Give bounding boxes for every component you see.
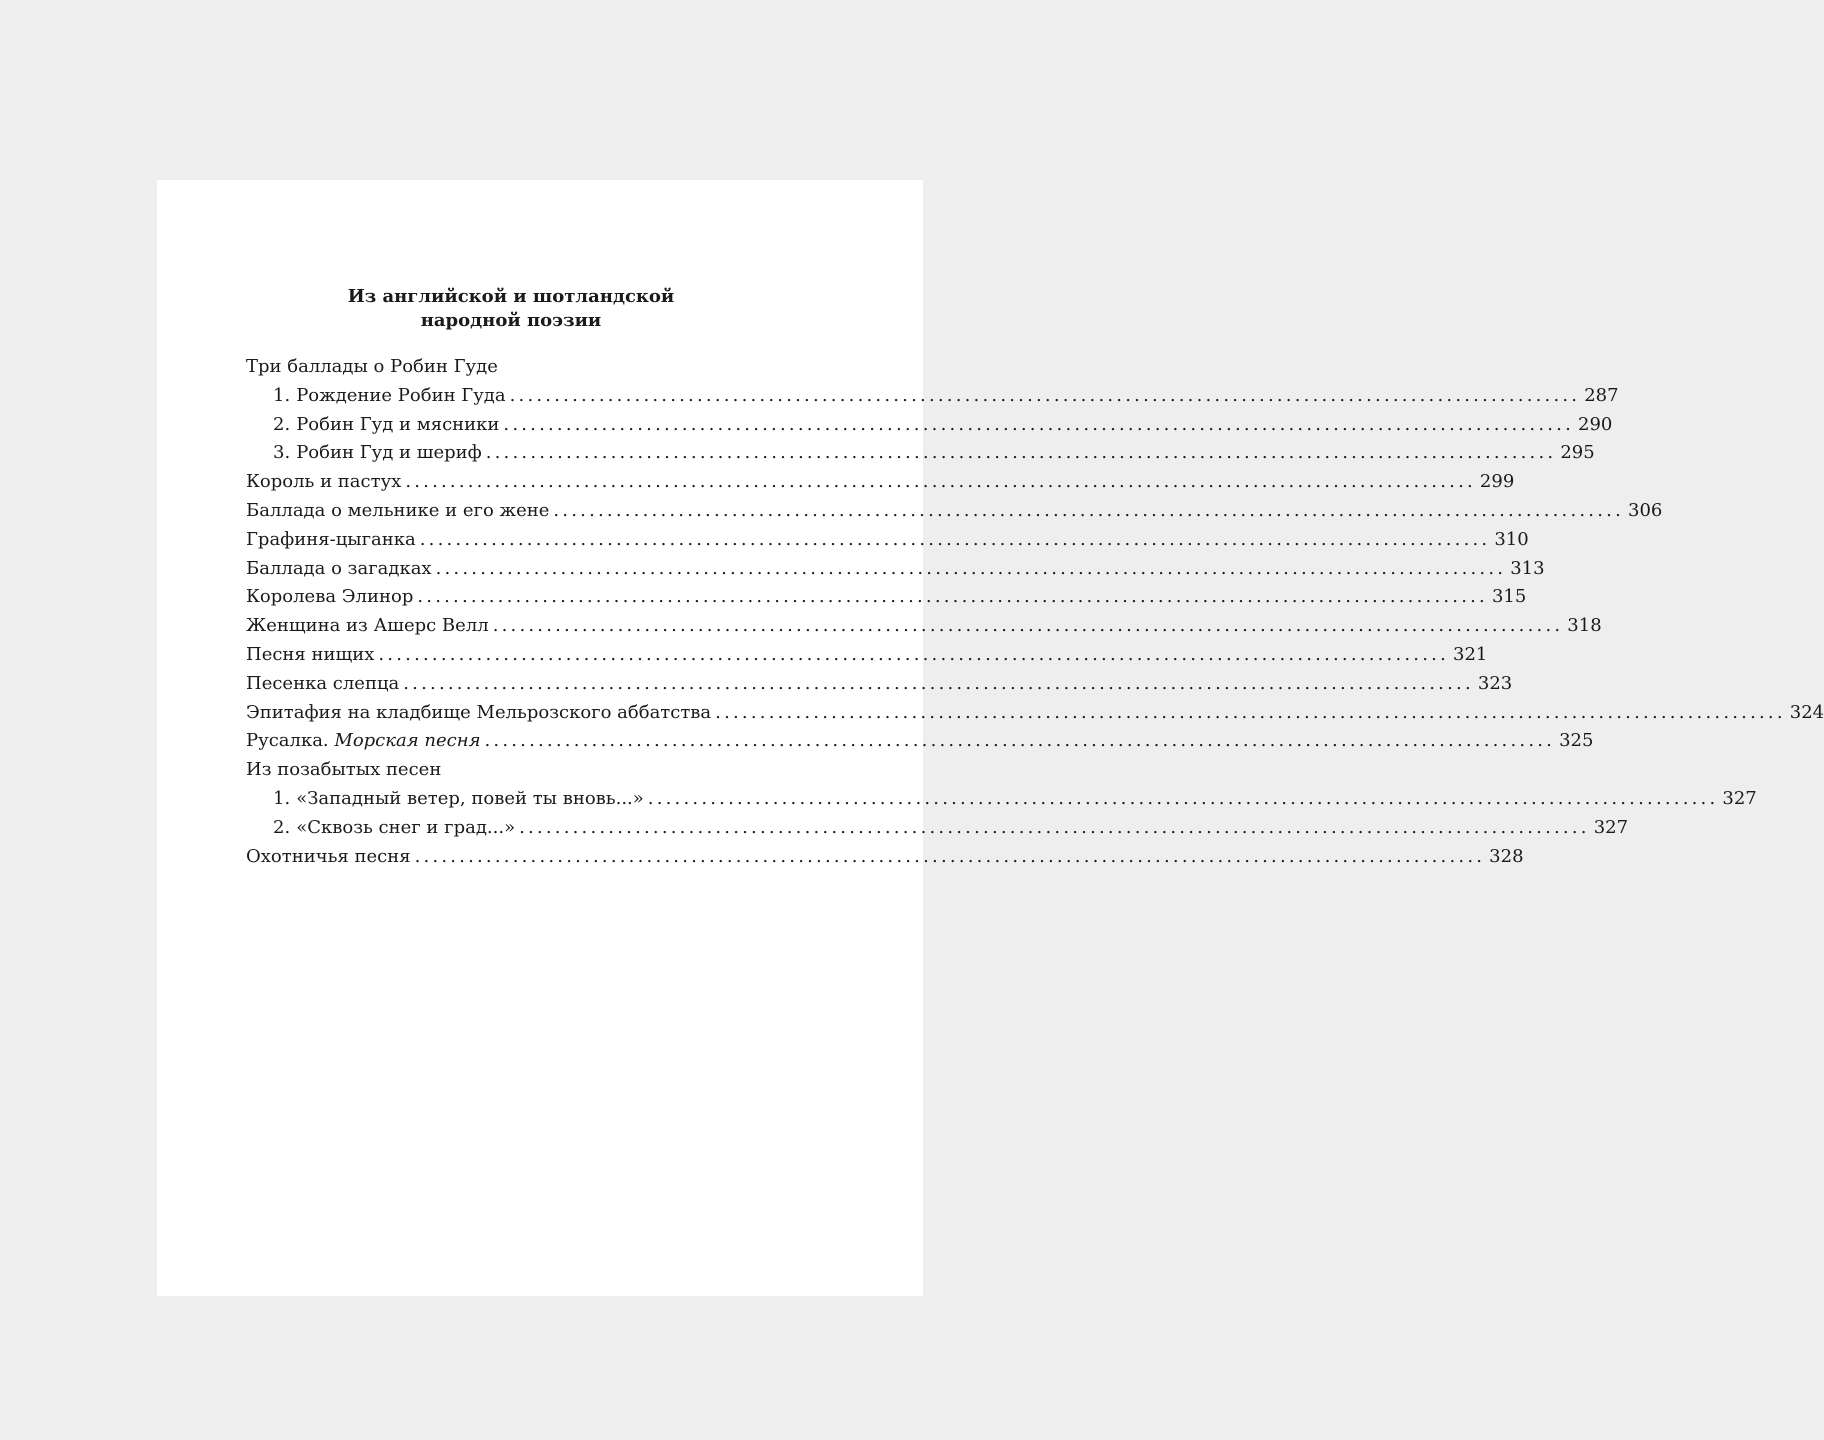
- toc-entry-number: 2.: [273, 413, 291, 435]
- toc-entry-title: Женщина из Ашерс Велл: [246, 615, 489, 637]
- toc-entry: [246, 699, 1824, 728]
- section-heading: [246, 285, 776, 333]
- toc-entry-page: 315: [1491, 586, 1527, 608]
- dot-leader: ........................................................................................................................: [435, 557, 1507, 579]
- dot-leader: ........................................................................................................................: [419, 528, 1491, 550]
- dot-leader: ........................................................................................................................: [378, 643, 1449, 665]
- toc-entry-page: 310: [1494, 528, 1529, 550]
- toc-entry-page: 325: [1559, 730, 1594, 752]
- toc-entry-page: 295: [1560, 442, 1595, 464]
- toc-entry-title: «Западный ветер, повей ты вновь...»: [296, 787, 644, 809]
- toc-entry: [246, 670, 1513, 699]
- toc-entry-page: 324: [1789, 701, 1824, 723]
- toc-entry: [246, 526, 1529, 555]
- toc-entry-number: 3.: [273, 442, 291, 464]
- toc-entry-title: Из позабытых песен: [246, 759, 442, 781]
- toc-entry-page: 323: [1477, 672, 1513, 694]
- toc-entry-page: 318: [1567, 615, 1602, 637]
- toc-entry-number: 2.: [273, 816, 291, 838]
- toc-entry: [246, 555, 1545, 584]
- dot-leader: ........................................................................................................................: [519, 816, 1590, 838]
- toc-entry-title: «Сквозь снег и град...»: [296, 816, 516, 838]
- dot-leader: ........................................................................................................................: [509, 384, 1581, 406]
- dot-leader: ........................................................................................................................: [417, 586, 1488, 608]
- toc-entry-title: Робин Гуд и мясники: [296, 413, 500, 435]
- toc-entry-page: 327: [1722, 787, 1757, 809]
- dot-leader: ........................................................................................................................: [485, 442, 1557, 464]
- toc-entry-title: Графиня-цыганка: [246, 528, 416, 550]
- dot-leader: ........................................................................................................................: [647, 787, 1719, 809]
- toc-entry-title: Королева Элинор: [246, 586, 414, 608]
- dot-leader: ........................................................................................................................: [503, 413, 1575, 435]
- toc-entry: [246, 382, 1619, 411]
- toc-entry-page: 290: [1578, 413, 1613, 435]
- toc-entry: [246, 439, 1595, 468]
- toc-entry: [246, 756, 776, 785]
- book-page: [157, 180, 1824, 1296]
- dot-leader: ........................................................................................................................: [553, 499, 1624, 521]
- toc-entry-page: 313: [1510, 557, 1545, 579]
- dot-leader: ........................................................................................................................: [405, 471, 1476, 493]
- toc-entry-title: Робин Гуд и шериф: [296, 442, 482, 464]
- toc-entry-title: Эпитафия на кладбище Мельрозского аббатства: [246, 701, 712, 723]
- toc-entry-title: Рождение Робин Гуда: [296, 384, 506, 406]
- dot-leader: ........................................................................................................................: [414, 845, 1486, 867]
- toc-entry-page: 321: [1453, 643, 1488, 665]
- toc-entry: [246, 583, 1527, 612]
- toc-entry: [246, 641, 1488, 670]
- toc-entry-title: Три баллады о Робин Гуде: [246, 356, 498, 377]
- toc-entry: [246, 785, 1757, 814]
- table-of-contents: [246, 285, 1824, 871]
- dot-leader: ........................................................................................................................: [715, 701, 1786, 723]
- toc-entry-title: Песенка слепца: [246, 672, 400, 694]
- toc-entry: [246, 727, 1594, 756]
- toc-entry-title: Баллада о мельнике и его жене: [246, 499, 550, 521]
- heading-line-2: народной поэзии: [420, 310, 602, 331]
- toc-entry: [246, 411, 1613, 440]
- heading-line-1: Из английской и шотландской: [347, 286, 675, 307]
- toc-entry-title: Король и пастух: [246, 471, 402, 493]
- toc-entry: [246, 814, 1629, 843]
- toc-entry: [246, 612, 1602, 641]
- dot-leader: ........................................................................................................................: [403, 672, 1474, 694]
- toc-entry: [246, 353, 776, 382]
- toc-entry-number: 1.: [273, 787, 291, 809]
- toc-entry-page: 306: [1628, 499, 1663, 521]
- toc-entry-page: 327: [1593, 816, 1629, 838]
- toc-entry-number: 1.: [273, 384, 291, 406]
- toc-entry-page: 299: [1479, 471, 1515, 493]
- toc-entry-subtitle: Морская песня: [334, 730, 481, 752]
- toc-entry-title: Песня нищих: [246, 643, 375, 665]
- toc-entry: [246, 497, 1663, 526]
- toc-entry-page: 287: [1584, 384, 1619, 406]
- toc-entry: [246, 468, 1515, 497]
- toc-entry-page: 328: [1489, 845, 1524, 867]
- toc-entry-title: Охотничья песня: [246, 845, 411, 867]
- toc-entry-title: Баллада о загадках: [246, 557, 432, 579]
- dot-leader: ........................................................................................................................: [492, 615, 1564, 637]
- toc-entry-title: Русалка.: [246, 730, 329, 752]
- toc-entry: [246, 843, 1524, 872]
- dot-leader: ........................................................................................................................: [484, 730, 1556, 752]
